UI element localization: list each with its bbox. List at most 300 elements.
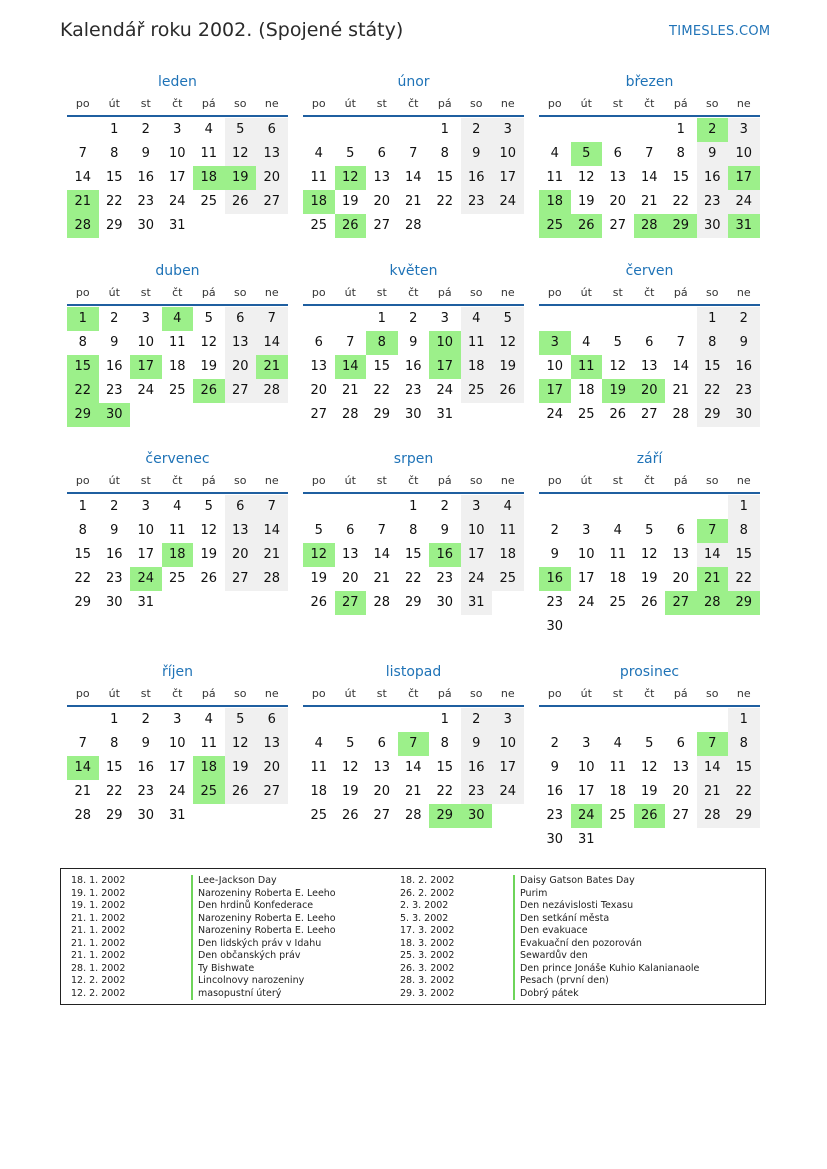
day-cell[interactable]: 29 [697,403,729,427]
day-cell[interactable]: 16 [697,166,729,190]
day-cell[interactable]: 28 [256,379,288,403]
day-cell[interactable]: 19 [640,571,658,586]
day-cell[interactable]: 5 [613,335,622,350]
day-cell[interactable]: 3 [141,499,150,514]
day-cell[interactable]: 13 [609,170,627,185]
day-cell[interactable]: 2 [728,307,760,331]
day-cell[interactable]: 4 [613,523,622,538]
holiday-day-cell[interactable]: 25 [539,214,571,238]
day-cell[interactable]: 20 [310,383,328,398]
day-cell[interactable]: 24 [168,194,186,209]
day-cell[interactable]: 12 [341,760,359,775]
day-cell[interactable]: 20 [609,194,627,209]
holiday-day-cell[interactable]: 26 [571,214,603,238]
day-cell[interactable]: 26 [609,407,627,422]
day-cell[interactable]: 26 [492,379,524,403]
day-cell[interactable]: 17 [137,547,155,562]
day-cell[interactable]: 11 [200,736,218,751]
day-cell[interactable]: 24 [577,595,595,610]
day-cell[interactable]: 30 [137,808,155,823]
day-cell[interactable]: 9 [550,547,559,562]
day-cell[interactable]: 28 [404,808,422,823]
day-cell[interactable]: 13 [256,732,288,756]
day-cell[interactable]: 28 [74,808,92,823]
holiday-day-cell[interactable]: 26 [335,214,367,238]
holiday-day-cell[interactable]: 25 [193,780,225,804]
day-cell[interactable]: 22 [728,567,760,591]
day-cell[interactable]: 16 [105,547,123,562]
day-cell[interactable]: 31 [168,218,186,233]
day-cell[interactable]: 4 [173,499,182,514]
day-cell[interactable]: 8 [440,736,449,751]
day-cell[interactable]: 27 [256,780,288,804]
holiday-day-cell[interactable]: 16 [539,567,571,591]
day-cell[interactable]: 25 [310,218,328,233]
holiday-day-cell[interactable]: 29 [67,403,99,427]
day-cell[interactable]: 5 [204,499,213,514]
holiday-day-cell[interactable]: 19 [225,166,257,190]
day-cell[interactable]: 2 [110,311,119,326]
holiday-day-cell[interactable]: 18 [162,543,194,567]
day-cell[interactable]: 10 [577,547,595,562]
day-cell[interactable]: 2 [461,708,493,732]
day-cell[interactable]: 12 [200,523,218,538]
day-cell[interactable]: 23 [436,571,454,586]
holiday-day-cell[interactable]: 21 [256,355,288,379]
day-cell[interactable]: 8 [78,335,87,350]
holiday-day-cell[interactable]: 27 [335,591,367,615]
day-cell[interactable]: 9 [728,331,760,355]
holiday-day-cell[interactable]: 30 [99,403,131,427]
day-cell[interactable]: 12 [200,335,218,350]
day-cell[interactable]: 11 [168,523,186,538]
day-cell[interactable]: 5 [346,736,355,751]
day-cell[interactable]: 24 [168,784,186,799]
holiday-day-cell[interactable]: 12 [303,543,335,567]
day-cell[interactable]: 3 [728,118,760,142]
day-cell[interactable]: 27 [225,379,257,403]
day-cell[interactable]: 13 [310,359,328,374]
day-cell[interactable]: 9 [461,142,493,166]
holiday-day-cell[interactable]: 28 [67,214,99,238]
holiday-day-cell[interactable]: 29 [429,804,461,828]
day-cell[interactable]: 21 [256,543,288,567]
day-cell[interactable]: 13 [225,331,257,355]
day-cell[interactable]: 23 [728,379,760,403]
day-cell[interactable]: 12 [640,760,658,775]
holiday-day-cell[interactable]: 12 [335,166,367,190]
day-cell[interactable]: 17 [577,571,595,586]
day-cell[interactable]: 17 [168,170,186,185]
day-cell[interactable]: 29 [105,808,123,823]
day-cell[interactable]: 15 [436,760,454,775]
day-cell[interactable]: 20 [672,571,690,586]
holiday-day-cell[interactable]: 22 [67,379,99,403]
day-cell[interactable]: 19 [341,784,359,799]
day-cell[interactable]: 16 [461,166,493,190]
day-cell[interactable]: 23 [461,780,493,804]
day-cell[interactable]: 14 [256,519,288,543]
day-cell[interactable]: 28 [672,407,690,422]
day-cell[interactable]: 11 [461,331,493,355]
day-cell[interactable]: 11 [310,760,328,775]
day-cell[interactable]: 13 [640,359,658,374]
day-cell[interactable]: 13 [373,170,391,185]
day-cell[interactable]: 8 [697,331,729,355]
day-cell[interactable]: 10 [577,760,595,775]
holiday-day-cell[interactable]: 17 [130,355,162,379]
day-cell[interactable]: 15 [74,547,92,562]
holiday-day-cell[interactable]: 30 [461,804,493,828]
day-cell[interactable]: 28 [404,218,422,233]
day-cell[interactable]: 6 [225,307,257,331]
day-cell[interactable]: 4 [314,146,323,161]
day-cell[interactable]: 18 [609,571,627,586]
day-cell[interactable]: 15 [105,170,123,185]
day-cell[interactable]: 25 [461,379,493,403]
holiday-day-cell[interactable]: 2 [697,118,729,142]
day-cell[interactable]: 3 [582,736,591,751]
day-cell[interactable]: 22 [74,571,92,586]
day-cell[interactable]: 7 [346,335,355,350]
day-cell[interactable]: 27 [373,218,391,233]
day-cell[interactable]: 10 [168,736,186,751]
day-cell[interactable]: 16 [137,170,155,185]
day-cell[interactable]: 28 [373,595,391,610]
day-cell[interactable]: 20 [373,784,391,799]
day-cell[interactable]: 28 [697,804,729,828]
day-cell[interactable]: 3 [440,311,449,326]
day-cell[interactable]: 2 [461,118,493,142]
day-cell[interactable]: 8 [440,146,449,161]
day-cell[interactable]: 9 [409,335,418,350]
day-cell[interactable]: 10 [168,146,186,161]
day-cell[interactable]: 1 [78,499,87,514]
holiday-day-cell[interactable]: 20 [634,379,666,403]
day-cell[interactable]: 21 [640,194,658,209]
day-cell[interactable]: 2 [550,523,559,538]
day-cell[interactable]: 24 [436,383,454,398]
day-cell[interactable]: 12 [225,732,257,756]
day-cell[interactable]: 10 [492,142,524,166]
day-cell[interactable]: 9 [461,732,493,756]
holiday-day-cell[interactable]: 21 [67,190,99,214]
day-cell[interactable]: 3 [582,523,591,538]
day-cell[interactable]: 11 [168,335,186,350]
day-cell[interactable]: 6 [346,523,355,538]
day-cell[interactable]: 25 [609,808,627,823]
day-cell[interactable]: 2 [141,712,150,727]
day-cell[interactable]: 19 [341,194,359,209]
day-cell[interactable]: 5 [645,523,654,538]
day-cell[interactable]: 1 [110,122,119,137]
day-cell[interactable]: 24 [137,383,155,398]
day-cell[interactable]: 24 [461,567,493,591]
day-cell[interactable]: 17 [461,543,493,567]
day-cell[interactable]: 4 [550,146,559,161]
day-cell[interactable]: 19 [577,194,595,209]
day-cell[interactable]: 5 [314,523,323,538]
day-cell[interactable]: 1 [377,311,386,326]
day-cell[interactable]: 25 [310,808,328,823]
holiday-day-cell[interactable]: 26 [634,804,666,828]
day-cell[interactable]: 21 [672,383,690,398]
day-cell[interactable]: 2 [440,499,449,514]
day-cell[interactable]: 8 [676,146,685,161]
day-cell[interactable]: 2 [409,311,418,326]
day-cell[interactable]: 20 [256,166,288,190]
day-cell[interactable]: 19 [310,571,328,586]
day-cell[interactable]: 21 [697,780,729,804]
day-cell[interactable]: 24 [546,407,564,422]
day-cell[interactable]: 6 [613,146,622,161]
day-cell[interactable]: 6 [645,335,654,350]
holiday-day-cell[interactable]: 17 [728,166,760,190]
day-cell[interactable]: 30 [546,619,564,634]
day-cell[interactable]: 5 [492,307,524,331]
holiday-day-cell[interactable]: 18 [193,756,225,780]
day-cell[interactable]: 23 [404,383,422,398]
day-cell[interactable]: 27 [310,407,328,422]
holiday-day-cell[interactable]: 28 [697,591,729,615]
day-cell[interactable]: 12 [640,547,658,562]
day-cell[interactable]: 12 [225,142,257,166]
day-cell[interactable]: 13 [672,760,690,775]
day-cell[interactable]: 16 [546,784,564,799]
holiday-day-cell[interactable]: 15 [67,355,99,379]
day-cell[interactable]: 27 [672,808,690,823]
day-cell[interactable]: 22 [436,784,454,799]
day-cell[interactable]: 23 [137,194,155,209]
holiday-day-cell[interactable]: 10 [429,331,461,355]
day-cell[interactable]: 9 [110,335,119,350]
day-cell[interactable]: 11 [492,519,524,543]
day-cell[interactable]: 29 [728,804,760,828]
day-cell[interactable]: 25 [577,407,595,422]
day-cell[interactable]: 14 [697,756,729,780]
day-cell[interactable]: 13 [341,547,359,562]
day-cell[interactable]: 17 [492,756,524,780]
holiday-day-cell[interactable]: 18 [303,190,335,214]
day-cell[interactable]: 16 [404,359,422,374]
day-cell[interactable]: 21 [373,571,391,586]
day-cell[interactable]: 25 [200,194,218,209]
day-cell[interactable]: 20 [341,571,359,586]
day-cell[interactable]: 4 [492,495,524,519]
day-cell[interactable]: 18 [461,355,493,379]
day-cell[interactable]: 2 [550,736,559,751]
day-cell[interactable]: 18 [168,359,186,374]
day-cell[interactable]: 29 [404,595,422,610]
day-cell[interactable]: 17 [168,760,186,775]
day-cell[interactable]: 1 [728,495,760,519]
day-cell[interactable]: 20 [672,784,690,799]
holiday-day-cell[interactable]: 14 [335,355,367,379]
day-cell[interactable]: 19 [492,355,524,379]
day-cell[interactable]: 26 [341,808,359,823]
day-cell[interactable]: 1 [676,122,685,137]
day-cell[interactable]: 30 [546,832,564,847]
day-cell[interactable]: 22 [373,383,391,398]
day-cell[interactable]: 14 [404,170,422,185]
day-cell[interactable]: 2 [110,499,119,514]
day-cell[interactable]: 14 [373,547,391,562]
day-cell[interactable]: 25 [168,571,186,586]
day-cell[interactable]: 4 [613,736,622,751]
day-cell[interactable]: 26 [310,595,328,610]
holiday-day-cell[interactable]: 17 [429,355,461,379]
day-cell[interactable]: 14 [404,760,422,775]
holiday-day-cell[interactable]: 26 [193,379,225,403]
day-cell[interactable]: 13 [256,142,288,166]
day-cell[interactable]: 26 [225,780,257,804]
day-cell[interactable]: 26 [200,571,218,586]
holiday-day-cell[interactable]: 17 [539,379,571,403]
day-cell[interactable]: 20 [256,756,288,780]
day-cell[interactable]: 20 [225,543,257,567]
day-cell[interactable]: 7 [645,146,654,161]
holiday-day-cell[interactable]: 7 [398,732,430,756]
day-cell[interactable]: 10 [546,359,564,374]
holiday-day-cell[interactable]: 21 [697,567,729,591]
day-cell[interactable]: 3 [461,495,493,519]
day-cell[interactable]: 4 [461,307,493,331]
day-cell[interactable]: 6 [256,708,288,732]
holiday-day-cell[interactable]: 29 [665,214,697,238]
day-cell[interactable]: 3 [492,118,524,142]
day-cell[interactable]: 7 [256,495,288,519]
day-cell[interactable]: 23 [105,383,123,398]
day-cell[interactable]: 18 [577,383,595,398]
day-cell[interactable]: 4 [204,712,213,727]
holiday-day-cell[interactable]: 11 [571,355,603,379]
day-cell[interactable]: 6 [377,146,386,161]
day-cell[interactable]: 8 [110,146,119,161]
day-cell[interactable]: 5 [204,311,213,326]
day-cell[interactable]: 8 [78,523,87,538]
brand-link[interactable]: TIMESLES.COM [669,24,771,39]
day-cell[interactable]: 7 [256,307,288,331]
day-cell[interactable]: 11 [546,170,564,185]
day-cell[interactable]: 3 [173,122,182,137]
day-cell[interactable]: 23 [105,571,123,586]
day-cell[interactable]: 15 [697,355,729,379]
day-cell[interactable]: 27 [609,218,627,233]
day-cell[interactable]: 3 [141,311,150,326]
day-cell[interactable]: 15 [436,170,454,185]
day-cell[interactable]: 18 [310,784,328,799]
day-cell[interactable]: 14 [256,331,288,355]
day-cell[interactable]: 21 [74,784,92,799]
day-cell[interactable]: 27 [373,808,391,823]
day-cell[interactable]: 30 [436,595,454,610]
day-cell[interactable]: 30 [697,214,729,238]
day-cell[interactable]: 13 [373,760,391,775]
day-cell[interactable]: 19 [225,756,257,780]
day-cell[interactable]: 5 [225,118,257,142]
day-cell[interactable]: 14 [74,170,92,185]
day-cell[interactable]: 17 [577,784,595,799]
day-cell[interactable]: 30 [137,218,155,233]
day-cell[interactable]: 20 [373,194,391,209]
day-cell[interactable]: 3 [492,708,524,732]
day-cell[interactable]: 6 [676,523,685,538]
day-cell[interactable]: 25 [609,595,627,610]
day-cell[interactable]: 9 [141,736,150,751]
day-cell[interactable]: 14 [697,543,729,567]
day-cell[interactable]: 10 [137,335,155,350]
day-cell[interactable]: 19 [200,547,218,562]
day-cell[interactable]: 6 [377,736,386,751]
holiday-day-cell[interactable]: 1 [67,307,99,331]
day-cell[interactable]: 31 [461,591,493,615]
day-cell[interactable]: 17 [492,166,524,190]
day-cell[interactable]: 24 [492,780,524,804]
holiday-day-cell[interactable]: 8 [366,331,398,355]
day-cell[interactable]: 8 [409,523,418,538]
day-cell[interactable]: 30 [105,595,123,610]
holiday-day-cell[interactable]: 4 [162,307,194,331]
day-cell[interactable]: 10 [137,523,155,538]
day-cell[interactable]: 4 [582,335,591,350]
day-cell[interactable]: 27 [640,407,658,422]
day-cell[interactable]: 30 [404,407,422,422]
day-cell[interactable]: 27 [225,567,257,591]
day-cell[interactable]: 9 [141,146,150,161]
day-cell[interactable]: 16 [728,355,760,379]
day-cell[interactable]: 23 [546,595,564,610]
day-cell[interactable]: 16 [461,756,493,780]
day-cell[interactable]: 10 [492,732,524,756]
holiday-day-cell[interactable]: 14 [67,756,99,780]
day-cell[interactable]: 26 [225,190,257,214]
day-cell[interactable]: 24 [492,190,524,214]
day-cell[interactable]: 6 [225,495,257,519]
day-cell[interactable]: 31 [577,832,595,847]
day-cell[interactable]: 31 [436,407,454,422]
day-cell[interactable]: 29 [373,407,391,422]
day-cell[interactable]: 25 [492,567,524,591]
holiday-day-cell[interactable]: 7 [697,732,729,756]
day-cell[interactable]: 19 [640,784,658,799]
day-cell[interactable]: 8 [728,519,760,543]
day-cell[interactable]: 15 [728,756,760,780]
day-cell[interactable]: 21 [404,784,422,799]
holiday-day-cell[interactable]: 5 [571,142,603,166]
holiday-day-cell[interactable]: 24 [130,567,162,591]
day-cell[interactable]: 27 [256,190,288,214]
day-cell[interactable]: 1 [110,712,119,727]
day-cell[interactable]: 24 [728,190,760,214]
day-cell[interactable]: 10 [728,142,760,166]
day-cell[interactable]: 5 [225,708,257,732]
day-cell[interactable]: 15 [728,543,760,567]
holiday-day-cell[interactable]: 27 [665,591,697,615]
day-cell[interactable]: 14 [672,359,690,374]
day-cell[interactable]: 11 [200,146,218,161]
day-cell[interactable]: 8 [728,732,760,756]
day-cell[interactable]: 8 [110,736,119,751]
holiday-day-cell[interactable]: 24 [571,804,603,828]
day-cell[interactable]: 7 [377,523,386,538]
holiday-day-cell[interactable]: 29 [728,591,760,615]
day-cell[interactable]: 6 [314,335,323,350]
holiday-day-cell[interactable]: 28 [634,214,666,238]
day-cell[interactable]: 21 [341,383,359,398]
day-cell[interactable]: 15 [373,359,391,374]
day-cell[interactable]: 23 [697,190,729,214]
day-cell[interactable]: 7 [78,146,87,161]
